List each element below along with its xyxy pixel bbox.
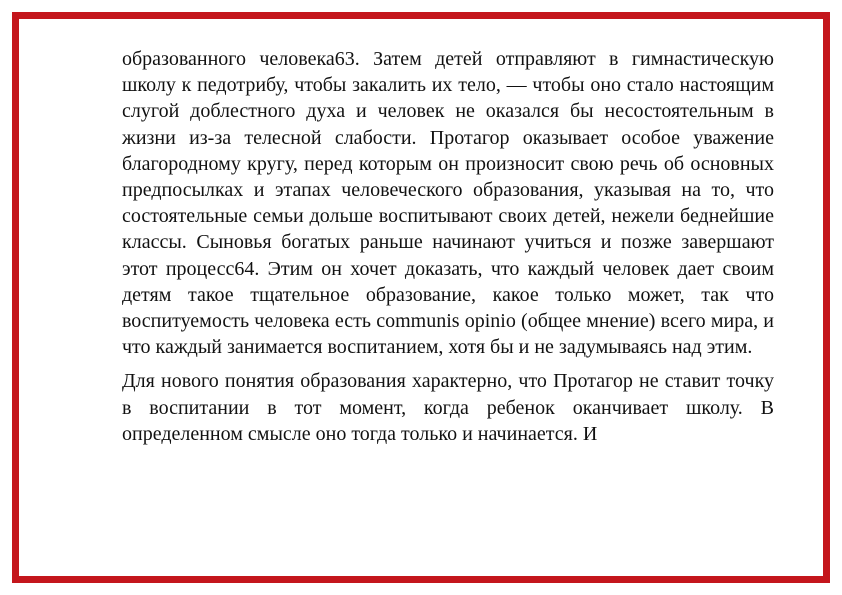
paragraph-2: Для нового понятия образования характерно, что Протагор не ставит точку в воспитании в тот момент, когда ребенок оканчивает школу. В определенном смысле оно тогда только и начинается. И [122,370,774,445]
slide-text [122,46,774,447]
paragraph-1: образованного человека63. Затем детей отправляют в гимнастическую школу к педотрибу, чтобы закалить их тело, — чтобы оно стало настоящим слугой доблестного духа и человек не оказался бы несостоятельным в жизни из-за телесной слабости. Протагор оказывает особое уважение благородному кругу, перед которым он произносит свою речь об основных предпосылках и этапах человеческого образования, указывая на то, что состоятельные семьи дольше воспитывают своих детей, нежели беднейшие классы. Сыновья богатых раньше начинают учиться и позже завершают этот процесс64. Этим он хочет доказать, что каждый человек дает своим детям такое тщательное образование, какое только может, так что воспитуемость человека есть communis opinio (общее мнение) всего мира, и что каждый занимается воспитанием, хотя бы и не задумываясь над этим. [122,48,774,359]
